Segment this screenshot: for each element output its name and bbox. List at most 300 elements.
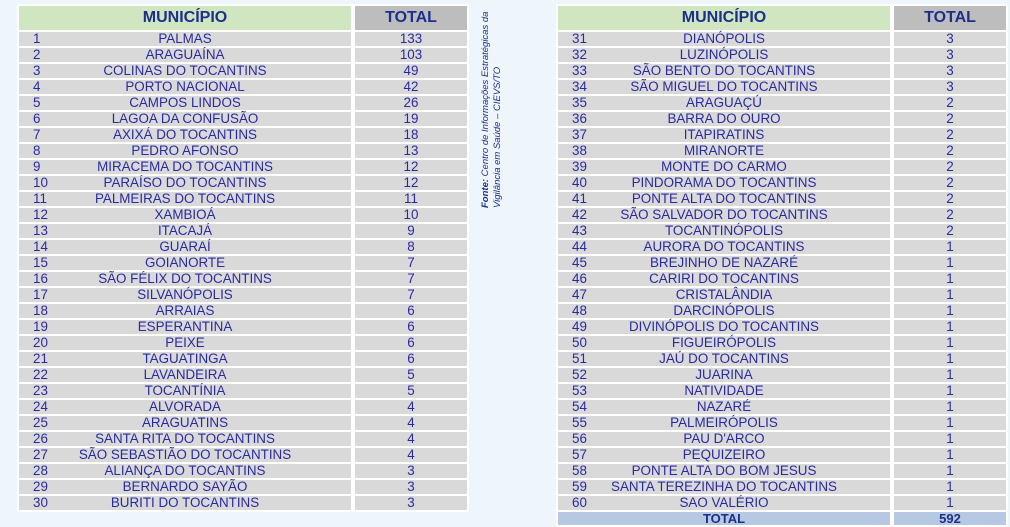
row-number: 45 [572, 255, 587, 270]
municipio-cell [17, 368, 353, 384]
table-row [17, 48, 469, 64]
municipio-cell [17, 128, 353, 144]
table-row [17, 336, 469, 352]
municipio-name: MIRANORTE [683, 143, 765, 158]
municipio-cell [17, 288, 353, 304]
total-cell: 6 [353, 352, 469, 368]
total-cell: 18 [353, 128, 469, 144]
left-table-body [17, 32, 469, 512]
municipio-cell [17, 448, 353, 464]
row-number: 26 [33, 431, 48, 446]
total-cell: 12 [353, 160, 469, 176]
municipio-cell [17, 352, 353, 368]
total-cell: 1 [892, 256, 1008, 272]
municipio-cell [556, 416, 892, 432]
municipio-cell [17, 320, 353, 336]
total-cell: 9 [353, 224, 469, 240]
municipio-name: NATIVIDADE [684, 383, 764, 398]
municipio-name: CAMPOS LINDOS [129, 95, 241, 110]
municipio-name: PEIXE [165, 335, 205, 350]
municipio-cell [556, 400, 892, 416]
municipio-name: PORTO NACIONAL [125, 79, 245, 94]
total-cell: 12 [353, 176, 469, 192]
table-row [17, 304, 469, 320]
municipio-name: PINDORAMA DO TOCANTINS [631, 175, 817, 190]
row-number: 43 [572, 223, 587, 238]
municipio-name: JUARINA [695, 367, 753, 382]
source-note [476, 0, 510, 210]
table-row [17, 352, 469, 368]
municipio-name: LAVANDEIRA [143, 367, 227, 382]
municipio-cell [556, 176, 892, 192]
municipio-name: ALIANÇA DO TOCANTINS [104, 463, 266, 478]
municipio-cell [556, 208, 892, 224]
municipio-name: TOCANTÍNIA [144, 383, 226, 398]
total-cell: 3 [892, 80, 1008, 96]
table-row [556, 224, 1008, 240]
municipio-cell [556, 288, 892, 304]
municipio-cell [556, 320, 892, 336]
total-cell: 42 [353, 80, 469, 96]
row-number: 17 [33, 287, 48, 302]
row-number: 52 [572, 367, 587, 382]
municipio-cell [556, 128, 892, 144]
row-number: 9 [33, 159, 41, 174]
municipio-name: SANTA RITA DO TOCANTINS [95, 431, 275, 446]
row-number: 8 [33, 143, 41, 158]
total-cell: 3 [892, 32, 1008, 48]
table-row [556, 464, 1008, 480]
municipio-name: ITAPIRATINS [683, 127, 765, 142]
municipio-cell [17, 432, 353, 448]
row-number: 22 [33, 367, 48, 382]
municipio-cell [17, 192, 353, 208]
municipio-cell [556, 432, 892, 448]
municipio-name: PALMEIRAS DO TOCANTINS [94, 191, 276, 206]
row-number: 16 [33, 271, 48, 286]
municipio-name: PALMAS [158, 31, 212, 46]
municipio-name: DIVINÓPOLIS DO TOCANTINS [629, 319, 819, 334]
municipio-cell [556, 64, 892, 80]
total-cell: 1 [892, 416, 1008, 432]
row-number: 51 [572, 351, 587, 366]
row-number: 34 [572, 79, 587, 94]
total-cell: 4 [353, 400, 469, 416]
municipio-cell [556, 384, 892, 400]
municipio-name: XAMBIOÁ [154, 207, 216, 222]
total-cell: 11 [353, 192, 469, 208]
municipio-cell [17, 64, 353, 80]
total-cell: 1 [892, 272, 1008, 288]
row-number: 27 [33, 447, 48, 462]
table-row [17, 368, 469, 384]
row-number: 24 [33, 399, 48, 414]
row-number: 57 [572, 447, 587, 462]
total-cell: 7 [353, 272, 469, 288]
municipio-name: PONTE ALTA DO BOM JESUS [631, 463, 817, 478]
municipio-cell [556, 144, 892, 160]
municipio-cell [556, 240, 892, 256]
municipio-name: SILVANÓPOLIS [137, 287, 233, 302]
row-number: 14 [33, 239, 48, 254]
table-row [556, 416, 1008, 432]
municipio-name: SÃO BENTO DO TOCANTINS [632, 63, 816, 78]
table-row [556, 256, 1008, 272]
total-cell: 2 [892, 160, 1008, 176]
table-row [17, 80, 469, 96]
table-row [17, 32, 469, 48]
table-row [17, 416, 469, 432]
table-row [17, 96, 469, 112]
row-number: 4 [33, 79, 41, 94]
table-row [556, 352, 1008, 368]
municipio-name: JAÚ DO TOCANTINS [659, 351, 789, 366]
row-number: 28 [33, 463, 48, 478]
municipio-cell [556, 352, 892, 368]
municipio-name: SÃO SALVADOR DO TOCANTINS [620, 207, 828, 222]
table-row [17, 224, 469, 240]
municipio-name: BARRA DO OURO [667, 111, 781, 126]
municipio-name: ALVORADA [149, 399, 221, 414]
table-header-row [556, 4, 1008, 32]
municipio-cell [556, 464, 892, 480]
municipio-cell [17, 224, 353, 240]
table-row [556, 480, 1008, 496]
table-row [556, 80, 1008, 96]
municipio-name: PAU D'ARCO [683, 431, 765, 446]
row-number: 23 [33, 383, 48, 398]
table-row [556, 272, 1008, 288]
total-cell: 1 [892, 304, 1008, 320]
total-cell: 103 [353, 48, 469, 64]
total-cell: 6 [353, 304, 469, 320]
municipio-name: BURITI DO TOCANTINS [110, 495, 260, 510]
table-row [556, 32, 1008, 48]
row-number: 5 [33, 95, 41, 110]
row-number: 47 [572, 287, 587, 302]
municipio-name: CARIRI DO TOCANTINS [649, 271, 799, 286]
row-number: 13 [33, 223, 48, 238]
total-cell: 8 [353, 240, 469, 256]
municipio-cell [17, 80, 353, 96]
municipio-cell [17, 32, 353, 48]
total-cell: 13 [353, 144, 469, 160]
total-cell: 3 [892, 48, 1008, 64]
row-number: 48 [572, 303, 587, 318]
total-cell: 1 [892, 432, 1008, 448]
row-number: 58 [572, 463, 587, 478]
municipio-cell [556, 480, 892, 496]
table-row [17, 320, 469, 336]
row-number: 56 [572, 431, 587, 446]
table-row [556, 496, 1008, 512]
table-row [17, 480, 469, 496]
municipio-cell [17, 48, 353, 64]
total-cell: 1 [892, 480, 1008, 496]
table-row [17, 112, 469, 128]
table-row [556, 64, 1008, 80]
table-row [556, 432, 1008, 448]
total-cell: 2 [892, 112, 1008, 128]
table-row [556, 304, 1008, 320]
table-row [556, 240, 1008, 256]
row-number: 54 [572, 399, 587, 414]
table-row [17, 432, 469, 448]
municipio-name: GOIANORTE [144, 255, 226, 270]
municipio-cell [556, 160, 892, 176]
row-number: 33 [572, 63, 587, 78]
table-row [556, 112, 1008, 128]
total-cell: 1 [892, 464, 1008, 480]
table-row [17, 192, 469, 208]
municipio-name: COLINAS DO TOCANTINS [103, 63, 267, 78]
table-header-row [17, 4, 469, 32]
total-cell: 2 [892, 144, 1008, 160]
row-number: 40 [572, 175, 587, 190]
total-cell: 6 [353, 336, 469, 352]
header-total: TOTAL [892, 4, 1008, 32]
row-number: 2 [33, 47, 41, 62]
row-number: 11 [33, 191, 47, 206]
row-number: 10 [33, 175, 48, 190]
table-row [556, 448, 1008, 464]
total-cell: 2 [892, 224, 1008, 240]
grand-total-row [556, 512, 1008, 527]
municipio-cell [17, 304, 353, 320]
source-label: Fonte: [480, 178, 491, 208]
total-cell: 1 [892, 496, 1008, 512]
row-number: 19 [33, 319, 48, 334]
municipio-name: GUARAÍ [159, 239, 211, 254]
municipio-name: BREJINHO DE NAZARÉ [649, 255, 799, 270]
municipio-cell [556, 304, 892, 320]
total-cell: 3 [892, 64, 1008, 80]
row-number: 18 [33, 303, 48, 318]
row-number: 60 [572, 495, 587, 510]
municipio-name: PARAÍSO DO TOCANTINS [103, 175, 267, 190]
municipio-name: PONTE ALTA DO TOCANTINS [631, 191, 817, 206]
municipio-cell [17, 480, 353, 496]
total-cell: 19 [353, 112, 469, 128]
row-number: 46 [572, 271, 587, 286]
municipio-name: NAZARÉ [696, 399, 752, 414]
municipio-name: ARRAIAS [155, 303, 215, 318]
table-row [17, 160, 469, 176]
table-row [556, 336, 1008, 352]
municipio-cell [556, 80, 892, 96]
row-number: 7 [33, 127, 41, 142]
total-cell: 49 [353, 64, 469, 80]
table-row [17, 176, 469, 192]
table-row [17, 240, 469, 256]
total-cell: 2 [892, 176, 1008, 192]
total-cell: 3 [353, 480, 469, 496]
municipio-cell [17, 112, 353, 128]
row-number: 15 [33, 255, 48, 270]
row-number: 31 [572, 31, 587, 46]
table-row [556, 208, 1008, 224]
total-cell: 133 [353, 32, 469, 48]
total-cell: 3 [353, 464, 469, 480]
row-number: 20 [33, 335, 48, 350]
row-number: 3 [33, 63, 41, 78]
total-cell: 1 [892, 368, 1008, 384]
municipio-cell [17, 144, 353, 160]
municipio-name: DARCINÓPOLIS [673, 303, 775, 318]
total-cell: 10 [353, 208, 469, 224]
municipio-name: PEQUIZEIRO [682, 447, 766, 462]
total-cell: 1 [892, 352, 1008, 368]
total-cell: 2 [892, 128, 1008, 144]
table-row [556, 400, 1008, 416]
header-municipio: MUNICÍPIO [17, 4, 353, 32]
row-number: 55 [572, 415, 587, 430]
row-number: 35 [572, 95, 587, 110]
municipio-name: FIGUEIRÓPOLIS [671, 335, 777, 350]
table-row [556, 128, 1008, 144]
municipio-name: ESPERANTINA [137, 319, 233, 334]
municipio-cell [556, 224, 892, 240]
municipio-cell [17, 176, 353, 192]
municipio-name: SÃO FÉLIX DO TOCANTINS [98, 271, 272, 286]
municipio-cell [556, 368, 892, 384]
total-cell: 1 [892, 400, 1008, 416]
total-cell: 4 [353, 448, 469, 464]
table-row [17, 288, 469, 304]
table-row [556, 288, 1008, 304]
municipio-cell [17, 336, 353, 352]
municipio-name: ITACAJÁ [157, 223, 213, 238]
municipio-cell [556, 192, 892, 208]
total-cell: 1 [892, 336, 1008, 352]
total-cell: 2 [892, 208, 1008, 224]
municipio-cell [556, 448, 892, 464]
source-text: Centro de Informações Estratégicas da Vigilância em Saúde – CIEVS/TO [480, 11, 503, 208]
municipio-name: CRISTALÂNDIA [675, 287, 773, 302]
municipio-cell [556, 256, 892, 272]
municipio-name: ARAGUATINS [141, 415, 229, 430]
header-total: TOTAL [353, 4, 469, 32]
table-row [17, 256, 469, 272]
right-table-body [556, 32, 1008, 512]
table-row [17, 208, 469, 224]
municipio-cell [17, 400, 353, 416]
row-number: 42 [572, 207, 587, 222]
row-number: 32 [572, 47, 587, 62]
table-row [17, 496, 469, 512]
table-row [556, 96, 1008, 112]
row-number: 1 [33, 31, 41, 46]
row-number: 12 [33, 207, 48, 222]
municipio-name: TOCANTINÓPOLIS [664, 223, 784, 238]
grand-total-label: TOTAL [556, 512, 892, 527]
municipio-name: LAGOA DA CONFUSÃO [111, 111, 259, 126]
municipio-cell [556, 336, 892, 352]
total-cell: 1 [892, 240, 1008, 256]
table-row [556, 192, 1008, 208]
municipio-cell [17, 208, 353, 224]
total-cell: 26 [353, 96, 469, 112]
total-cell: 1 [892, 448, 1008, 464]
row-number: 59 [572, 479, 587, 494]
municipio-name: PEDRO AFONSO [131, 143, 239, 158]
right-cases-table [556, 4, 1008, 527]
table-row [17, 64, 469, 80]
table-row [556, 176, 1008, 192]
total-cell: 7 [353, 256, 469, 272]
table-row [556, 144, 1008, 160]
municipio-cell [17, 256, 353, 272]
total-cell: 4 [353, 416, 469, 432]
municipio-cell [17, 464, 353, 480]
row-number: 49 [572, 319, 587, 334]
grand-total-value: 592 [892, 512, 1008, 527]
municipio-name: ARAGUAÇÚ [686, 95, 762, 110]
table-row [556, 368, 1008, 384]
municipio-cell [17, 96, 353, 112]
row-number: 39 [572, 159, 587, 174]
total-cell: 6 [353, 320, 469, 336]
row-number: 25 [33, 415, 48, 430]
total-cell: 4 [353, 432, 469, 448]
row-number: 30 [33, 495, 48, 510]
municipio-cell [17, 240, 353, 256]
table-row [17, 144, 469, 160]
row-number: 50 [572, 335, 587, 350]
row-number: 36 [572, 111, 587, 126]
municipio-cell [17, 160, 353, 176]
municipio-name: SÃO SEBASTIÃO DO TOCANTINS [78, 447, 292, 462]
row-number: 53 [572, 383, 587, 398]
municipio-name: AXIXÁ DO TOCANTINS [113, 127, 257, 142]
municipio-cell [556, 32, 892, 48]
total-cell: 2 [892, 192, 1008, 208]
table-row [17, 400, 469, 416]
table-row [556, 48, 1008, 64]
municipio-cell [556, 96, 892, 112]
table-row [556, 320, 1008, 336]
table-row [17, 384, 469, 400]
municipio-cell [556, 48, 892, 64]
municipio-name: MIRACEMA DO TOCANTINS [97, 159, 273, 174]
municipio-name: SAO VALÉRIO [679, 495, 769, 510]
municipio-name: PALMEIRÓPOLIS [670, 415, 778, 430]
municipio-name: SANTA TEREZINHA DO TOCANTINS [611, 479, 837, 494]
municipio-cell [17, 272, 353, 288]
table-row [556, 384, 1008, 400]
row-number: 37 [572, 127, 587, 142]
row-number: 6 [33, 111, 41, 126]
municipio-name: ARAGUAÍNA [145, 47, 225, 62]
total-cell: 3 [353, 496, 469, 512]
table-row [17, 448, 469, 464]
municipio-cell [556, 496, 892, 512]
municipio-name: MONTE DO CARMO [661, 159, 787, 174]
total-cell: 1 [892, 384, 1008, 400]
row-number: 21 [33, 351, 48, 366]
municipio-name: DIANÓPOLIS [683, 31, 765, 46]
municipio-cell [17, 496, 353, 512]
row-number: 41 [572, 191, 587, 206]
total-cell: 2 [892, 96, 1008, 112]
table-row [17, 128, 469, 144]
row-number: 38 [572, 143, 587, 158]
left-cases-table [17, 4, 469, 512]
municipio-cell [556, 272, 892, 288]
municipio-name: AURORA DO TOCANTINS [643, 239, 805, 254]
municipio-cell [556, 112, 892, 128]
municipio-name: BERNARDO SAYÃO [122, 479, 248, 494]
